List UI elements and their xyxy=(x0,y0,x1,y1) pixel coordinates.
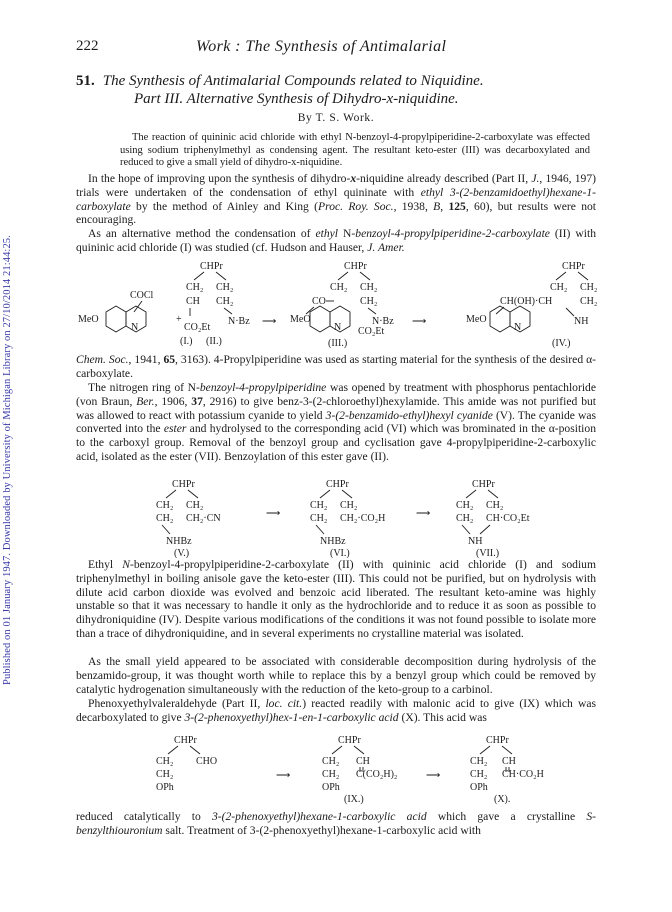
ch2-label: CH₂ xyxy=(310,500,328,511)
nh-label-2: NH xyxy=(468,536,483,547)
bond xyxy=(338,272,348,280)
reaction-scheme-2 xyxy=(76,476,606,558)
paragraph-8: reduced catalytically to 3-(2-phenoxyethyl)hexane-1-carboxylic acid which gave a crystalline S-benzylthiouronium salt. Treatment of 3-(2-phenoxyethyl)hexane-1-carboxylic acid with xyxy=(76,810,596,837)
plus-sign: + xyxy=(176,314,182,325)
title-line-1: The Synthesis of Antimalarial Compounds related to Niquidine. xyxy=(102,73,484,89)
arrow-6: ⟶ xyxy=(426,770,441,781)
ch2co2h-label: CH₂·CO₂H xyxy=(340,513,386,524)
co2et-label-1: CO₂Et xyxy=(184,322,211,333)
ch2-label: CH₂ xyxy=(216,296,234,307)
bond xyxy=(168,746,178,754)
ch2cn-label: CH₂·CN xyxy=(186,513,221,524)
compound-label-ix: (IX.) xyxy=(344,794,364,805)
bond xyxy=(188,490,198,498)
chpr-label-6: CHPr xyxy=(472,479,495,490)
bond xyxy=(462,525,470,534)
ch2-label: CH₂ xyxy=(156,756,174,767)
co2et-label-2: CO₂Et xyxy=(358,326,385,337)
ch2-label: CH₂ xyxy=(330,282,348,293)
ring xyxy=(490,306,510,332)
article-number: 51. xyxy=(76,73,95,89)
running-title: Work : The Synthesis of Antimalarial xyxy=(196,38,447,55)
paragraph-5: Ethyl N-benzoyl-4-propylpiperidine-2-carboxylate (II) with quininic acid chloride (I) and sodium triphenylmethyl in boiling anisole gave the keto-ester (III). This could not be purified, but on hydrolysis with dilute acid carbon dioxide was evolved and benzoic acid liberated. The resultant keto-amine was highly unstable so that it was necessary to handle it only as the hydrochloride and to reduce it as soon as possible to dihydroniquidine (IV). Despite various modifications of the conditions it was not found possible to isolate more than a trace of dihydroniquidine, and in several experiments no crystalline material was isolated. xyxy=(76,558,596,640)
arrow-3: ⟶ xyxy=(266,508,281,519)
bond xyxy=(320,490,330,498)
ch2-label: CH₂ xyxy=(322,769,340,780)
compound-label-i: (I.) xyxy=(180,336,193,347)
ch2-label: CH₂ xyxy=(360,282,378,293)
author-line: By T. S. Work. xyxy=(297,112,375,124)
article-title xyxy=(76,72,606,108)
paragraph-7: Phenoxyethylvaleraldehyde (Part II, loc. cit.) reacted readily with malonic acid to give (IX) which was decarboxylated to give 3-(2-phenoxyethyl)hex-1-en-1-carboxylic acid (X). This acid was xyxy=(76,697,596,724)
cho-label: CHO xyxy=(196,756,218,767)
paragraph-4: The nitrogen ring of N-benzoyl-4-propylpiperidine was opened by treatment with phosphorus pentachloride (von Braun, Ber., 1906, 37, 2916) to give benz-3-(2-chloroethyl)hexylamide. This amide was not purified but was allowed to react with potassium cyanide to yield 3-(2-benzamido-ethyl)hexyl cyanide (V). The cyanide was converted into the ester and hydrolysed to the corresponding acid (VI) which was brominated in the α-position to the carboxyl group. Removal of the benzoyl group and cyclisation gave 4-propylpiperidine-2-carboxylic acid, isolated as the ester (VII). Benzoylation of this ester gave (II). xyxy=(76,381,597,463)
co-label: CO xyxy=(312,296,326,307)
ch2-label: CH₂ xyxy=(550,282,568,293)
ch2-label: CH₂ xyxy=(216,282,234,293)
download-watermark: Published on 01 January 1947. Downloaded by University of Michigan Library on 27/10/2014 21:44:25. xyxy=(2,235,13,685)
ch2-label: CH₂ xyxy=(580,282,598,293)
chpr-label-2: CHPr xyxy=(344,261,367,272)
chpr-label-8: CHPr xyxy=(338,735,361,746)
bond xyxy=(368,308,376,314)
bond xyxy=(166,490,176,498)
ch2-label: CH₂ xyxy=(360,296,378,307)
title-line-2: Part III. Alternative Synthesis of Dihydro-x-niquidine. xyxy=(134,91,459,107)
nhbz-label-2: NHBz xyxy=(320,536,346,547)
bond xyxy=(224,308,232,314)
ch2-label: CH₂ xyxy=(156,500,174,511)
meo-label-3: MeO xyxy=(466,314,487,325)
compound-label-v: (V.) xyxy=(174,548,190,558)
bond xyxy=(360,272,370,280)
ch-label: CH xyxy=(356,756,370,767)
abstract: The reaction of quininic acid chloride with ethyl N-benzoyl-4-propylpiperidine-2-carboxylate was effected using sodium triphenylmethyl as condensing agent. The resultant keto-ester (III) was decarboxylated and reduced to give a small yield of dihydro-x-niquidine. xyxy=(120,132,590,168)
arrow-1: ⟶ xyxy=(262,316,277,327)
bond xyxy=(354,746,364,754)
cco2h2-label: C(CO₂H)₂ xyxy=(356,769,398,780)
reaction-scheme-3 xyxy=(76,728,606,808)
ch2-label: CH₂ xyxy=(580,296,598,307)
bond xyxy=(466,490,476,498)
ch2-label: CH₂ xyxy=(310,513,328,524)
compound-label-iv: (IV.) xyxy=(552,338,571,349)
ring xyxy=(310,306,330,332)
arrow-5: ⟶ xyxy=(276,770,291,781)
ring xyxy=(106,306,126,332)
ch2-label: CH₂ xyxy=(456,500,474,511)
bond xyxy=(190,746,200,754)
meo-label-2: MeO xyxy=(290,314,311,325)
ch2-label: CH₂ xyxy=(156,769,174,780)
ch2-label: CH₂ xyxy=(470,769,488,780)
chco2h-label: CH·CO₂H xyxy=(502,769,544,780)
reaction-scheme-1 xyxy=(76,254,606,354)
ch2-label: CH₂ xyxy=(340,500,358,511)
oph-label-1: OPh xyxy=(156,782,174,793)
ch2-label: CH₂ xyxy=(486,500,504,511)
compound-label-vii: (VII.) xyxy=(476,548,500,558)
bond xyxy=(502,746,512,754)
bond xyxy=(566,308,574,316)
chpr-label-1: CHPr xyxy=(200,261,223,272)
compound-label-vi: (VI.) xyxy=(330,548,350,558)
nh-label-1: NH xyxy=(574,316,589,327)
paragraph-3: Chem. Soc., 1941, 65, 3163). 4-Propylpiperidine was used as starting material for the synthesis of the desired α-carboxylate. xyxy=(76,353,597,380)
compound-label-ii: (II.) xyxy=(206,336,222,347)
meo-label-1: MeO xyxy=(78,314,99,325)
ch2-label: CH₂ xyxy=(186,282,204,293)
bond xyxy=(556,272,566,280)
bond xyxy=(316,525,324,534)
chpr-label-9: CHPr xyxy=(486,735,509,746)
cocl-label: COCl xyxy=(130,290,154,301)
oph-label-3: OPh xyxy=(470,782,488,793)
ch2-label: CH₂ xyxy=(156,513,174,524)
chpr-label-7: CHPr xyxy=(174,735,197,746)
ch2-label: CH₂ xyxy=(186,500,204,511)
n-label-3: N xyxy=(514,322,522,333)
nbz-label-2: N·Bz xyxy=(372,316,394,327)
page-header xyxy=(76,38,596,58)
chpr-label-3: CHPr xyxy=(562,261,585,272)
ch2-label: CH₂ xyxy=(470,756,488,767)
ch-label: CH xyxy=(502,756,516,767)
bond xyxy=(216,272,226,280)
arrow-2: ⟶ xyxy=(412,316,427,327)
bond xyxy=(480,525,490,534)
bond xyxy=(162,525,170,534)
bond xyxy=(342,490,352,498)
choh-label: CH(OH)·CH xyxy=(500,296,553,307)
paragraph-6: As the small yield appeared to be associated with considerable decomposition during hydrolysis of the benzamido-group, it was thought worth while to replace this by a benzyl group which could be removed by catalytic hydrogenation simultaneously with the reduction of the keto-group to a carbinol. xyxy=(76,655,596,696)
ch2-label: CH₂ xyxy=(456,513,474,524)
bond xyxy=(332,746,342,754)
chpr-label-5: CHPr xyxy=(326,479,349,490)
paragraph-2: As an alternative method the condensation of ethyl N-benzoyl-4-propylpiperidine-2-carboxylate (II) with quininic acid chloride (I) was studied (cf. Hudson and Hauser, J. Amer. xyxy=(76,227,596,254)
bond xyxy=(578,272,588,280)
nhbz-label-1: NHBz xyxy=(166,536,192,547)
compound-label-x: (X). xyxy=(494,794,511,805)
arrow-4: ⟶ xyxy=(416,508,431,519)
bond xyxy=(480,746,490,754)
paragraph-1: In the hope of improving upon the synthesis of dihydro-x-niquidine already described (Part II, J., 1946, 197) trials were undertaken of the condensation of ethyl quininate with ethyl 3-(2-benzamidoethyl)hexane-1-carboxylate by the method of Ainley and King (Proc. Roy. Soc., 1938, B, 125, 60), but results were not encouraging. xyxy=(76,172,597,227)
n-label-1: N xyxy=(131,322,139,333)
chco2et-label: CH·CO₂Et xyxy=(486,513,530,524)
compound-label-iii: (III.) xyxy=(328,338,348,349)
n-label-2: N xyxy=(334,322,342,333)
page-number: 222 xyxy=(76,38,99,54)
ch2-label: CH₂ xyxy=(322,756,340,767)
oph-label-2: OPh xyxy=(322,782,340,793)
chpr-label-4: CHPr xyxy=(172,479,195,490)
bond xyxy=(194,272,204,280)
ch-label: CH xyxy=(186,296,200,307)
bond xyxy=(488,490,498,498)
nbz-label-1: N·Bz xyxy=(228,316,250,327)
